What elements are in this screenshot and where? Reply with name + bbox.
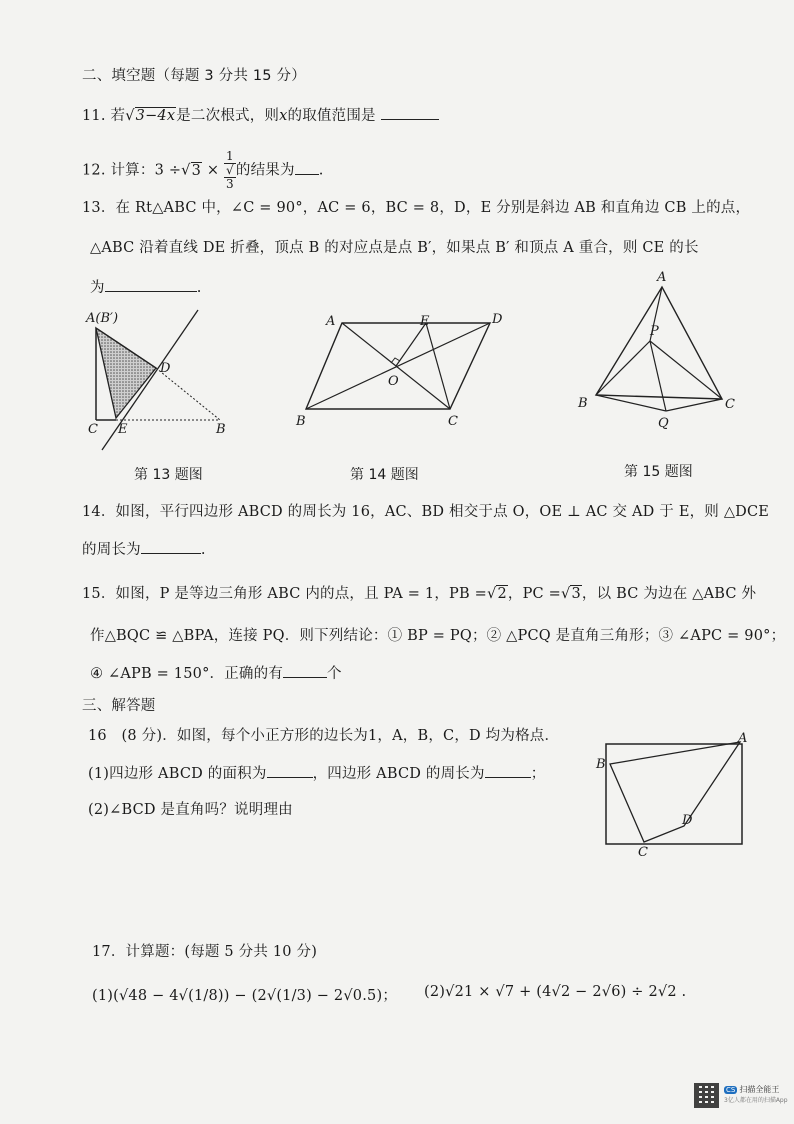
question-13-line-3: 为 . xyxy=(90,276,202,297)
figure-16 xyxy=(590,730,760,860)
label-q: Q xyxy=(658,416,669,431)
answer-blank[interactable] xyxy=(295,160,319,175)
label-e: E xyxy=(118,422,128,437)
question-17-part-1: (1)(√48 − 4√(1/8)) − (2√(1/3) − 2√0.5)； xyxy=(92,988,398,1004)
label-o: O xyxy=(388,374,399,389)
question-16-line-2: (1)四边形 ABCD 的面积为 ，四边形 ABCD 的周长为 ； xyxy=(88,762,545,783)
question-11: 11. 若√3−4x是二次根式，则x的取值范围是 xyxy=(82,104,439,125)
question-14-line-1: 14．如图，平行四边形 ABCD 的周长为 16，AC、BD 相交于点 O，OE ⊥ AC 交 AD 于 E，则 △DCE xyxy=(82,504,770,520)
question-13-line-1: 13．在 Rt△ABC 中，∠C = 90°，AC = 6，BC = 8，D，E 分别是斜边 AB 和直角边 CB 上的点， xyxy=(82,200,751,216)
label-d: D xyxy=(492,312,503,327)
segment-cq xyxy=(666,399,722,411)
label-c: C xyxy=(638,845,648,860)
figure-15-caption: 第 15 题图 xyxy=(624,464,693,480)
label-b: B xyxy=(296,414,306,429)
question-15-line-2: 作△BQC ≌ △BPA，连接 PQ．则下列结论：① BP = PQ；② △PCQ 是直角三角形；③ ∠APC = 90°； xyxy=(90,628,786,644)
segment-ec xyxy=(426,323,450,409)
question-15-line-1: 15．如图，P 是等边三角形 ABC 内的点，且 PA = 1，PB =√2，PC =√3，以 BC 为边在 △ABC 外 xyxy=(82,586,757,602)
label-c: C xyxy=(725,397,735,412)
label-p: P xyxy=(650,324,659,339)
grid-frame xyxy=(606,744,742,844)
label-b: B xyxy=(578,396,588,411)
answer-blank[interactable] xyxy=(105,277,197,292)
scanner-watermark: CS 扫描全能王 3亿人都在用的扫描App xyxy=(724,1085,788,1104)
fraction: 1 √ 3 xyxy=(226,149,234,191)
answer-blank[interactable] xyxy=(485,763,531,778)
label-e: E xyxy=(420,314,430,329)
label-a: A(B′) xyxy=(86,311,119,326)
label-a: A xyxy=(657,270,667,285)
question-16-line-1: 16 (8 分)．如图，每个小正方形的边长为1，A，B，C，D 均为格点． xyxy=(88,728,560,744)
label-d: D xyxy=(682,813,693,828)
question-13-line-2: △ABC 沿着直线 DE 折叠，顶点 B 的对应点是点 B′，如果点 B′ 和顶点 A 重合，则 CE 的长 xyxy=(90,240,699,256)
label-a: A xyxy=(738,731,748,746)
figure-15 xyxy=(570,265,750,435)
section-2-title: 二、填空题（每题 3 分共 15 分） xyxy=(82,68,306,84)
figure-13-caption: 第 13 题图 xyxy=(134,467,203,483)
label-c: C xyxy=(88,422,98,437)
answer-blank[interactable] xyxy=(267,763,313,778)
question-14-line-2: 的周长为 . xyxy=(82,538,206,559)
label-c: C xyxy=(448,414,458,429)
question-17-part-2: (2)√21 × √7 + (4√2 − 2√6) ÷ 2√2 . xyxy=(424,984,687,1000)
label-d: D xyxy=(160,361,171,376)
shaded-triangle xyxy=(96,328,156,418)
question-17-title: 17．计算题：(每题 5 分共 10 分) xyxy=(92,944,318,960)
section-3-title: 三、解答题 xyxy=(82,698,156,714)
label-b: B xyxy=(596,757,606,772)
figure-13 xyxy=(80,300,240,460)
label-a: A xyxy=(326,314,336,329)
figure-14-caption: 第 14 题图 xyxy=(350,467,419,483)
answer-blank[interactable] xyxy=(141,539,201,554)
figure-14 xyxy=(290,305,520,430)
diagonal-bd xyxy=(306,323,490,409)
answer-blank[interactable] xyxy=(381,105,439,120)
quadrilateral-abcd xyxy=(610,742,740,842)
question-12: 12. 计算：3 ÷√3 × 1 √ 3 的结果为 . xyxy=(82,149,324,191)
question-15-line-3: ④ ∠APB = 150°．正确的有 个 xyxy=(90,662,342,683)
label-b: B xyxy=(216,422,226,437)
question-16-line-3: (2)∠BCD 是直角吗？说明理由 xyxy=(88,802,293,818)
answer-blank[interactable] xyxy=(283,663,327,678)
qr-code-icon xyxy=(694,1083,719,1108)
segment-pb xyxy=(596,341,650,395)
